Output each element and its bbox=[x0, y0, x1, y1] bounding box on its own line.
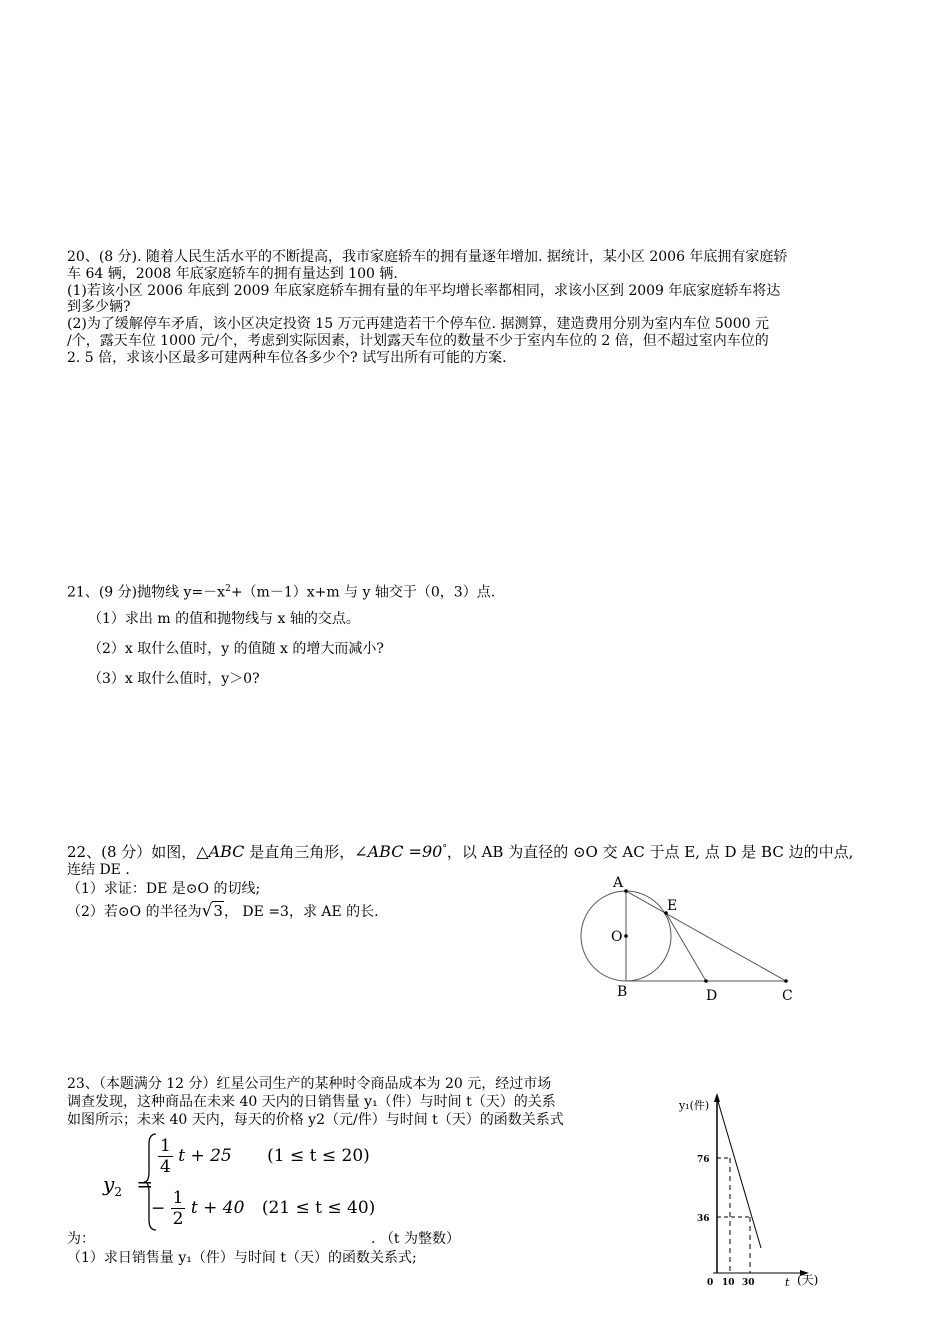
point-a bbox=[624, 889, 628, 893]
q22-sqrt-value: 3 bbox=[213, 902, 223, 920]
q20-line-1: 20、(8 分). 随着人民生活水平的不断提高，我市家庭轿车的拥有量逐年增加. 据统计，某小区 2006 年底拥有家庭轿 bbox=[67, 249, 788, 265]
point-o bbox=[624, 934, 628, 938]
q22-line-1 bbox=[67, 840, 853, 861]
q23-graph bbox=[675, 1090, 835, 1290]
q22-line-1-c: ，以 AB 为直径的 ⊙O 交 AC 于点 E, 点 D 是 BC 边的中点, bbox=[446, 843, 854, 861]
label-d: D bbox=[706, 988, 718, 1004]
q23-line-1: 23、（本题满分 12 分）红星公司生产的某种时令商品成本为 20 元，经过市场 bbox=[67, 1076, 552, 1092]
label-b: B bbox=[617, 984, 628, 1000]
q21-item-3: （3）x 取什么值时，y＞0? bbox=[88, 671, 260, 687]
q23-piece-2-fraction: $\frac{1}{2}$ bbox=[172, 1188, 184, 1229]
q23-piece-1-fraction: $\frac{1}{4}$ bbox=[160, 1136, 171, 1177]
q21-heading bbox=[67, 580, 495, 602]
q20-line-7: 2. 5 倍，求该小区最多可建两种车位各多少个? 试写出所有可能的方案. bbox=[67, 350, 507, 366]
q23-line-2: 调查发现，这种商品在未来 40 天内的日销售量 y₁（件）与时间 t（天）的关系 bbox=[67, 1094, 556, 1110]
label-e: E bbox=[667, 898, 678, 914]
label-o: O bbox=[611, 929, 623, 945]
label-c: C bbox=[782, 988, 793, 1004]
q23-item-1: （1）求日销售量 y₁（件）与时间 t（天）的函数关系式; bbox=[67, 1250, 417, 1266]
q22-triangle: △ABC bbox=[196, 842, 245, 861]
q22-item-1: （1）求证：DE 是⊙O 的切线; bbox=[67, 881, 261, 897]
q22-item-2-b: ， DE =3，求 AE 的长. bbox=[223, 904, 379, 920]
q23-piece-2: − $\frac{1}{2}$ t + 40 (21 ≤ t ≤ 40) bbox=[151, 1188, 376, 1229]
graph-sales-line bbox=[717, 1098, 761, 1248]
q22-line-1-a: 22、(8 分）如图， bbox=[67, 843, 197, 861]
segment-ac bbox=[626, 891, 786, 981]
q21-item-1: （1）求出 m 的值和抛物线与 x 轴的交点。 bbox=[88, 611, 360, 627]
q21-heading-a: 21、(9 分)抛物线 y=－x bbox=[67, 584, 226, 601]
label-a: A bbox=[613, 875, 624, 891]
q21-item-2: （2）x 取什么值时，y 的值随 x 的增大而减小? bbox=[88, 641, 384, 657]
q22-line-1-b: 是直角三角形， bbox=[244, 843, 355, 861]
q21-heading-b: +（m－1）x+m 与 y 轴交于（0，3）点. bbox=[230, 584, 496, 601]
q20-line-4: 到多少辆? bbox=[67, 299, 131, 315]
graph-x-label: t bbox=[785, 1276, 790, 1289]
q20-line-5: (2)为了缓解停车矛盾，该小区决定投资 15 万元再建造若干个停车位. 据测算，建造费用分别为室内车位 5000 元 bbox=[67, 316, 769, 332]
q20-line-6: /个，露天车位 1000 元/个，考虑到实际因素，计划露天车位的数量不少于室内车位的 2 倍，但不超过室内车位的 bbox=[67, 333, 769, 349]
graph-x-unit: (天) bbox=[797, 1273, 819, 1287]
q22-angle: ∠ABC =90 bbox=[354, 842, 443, 861]
q21-exponent: 2 bbox=[225, 584, 231, 594]
graph-y-label: y₁(件) bbox=[679, 1099, 710, 1112]
q20-line-3: (1)若该小区 2006 年底到 2009 年底家庭轿车拥有量的年平均增长率都相同，求该小区到 2009 年底家庭轿车将达 bbox=[67, 283, 781, 299]
q23-formula-lhs: $y_2$ = bbox=[103, 1172, 154, 1199]
graph-tick-10: 10 bbox=[722, 1278, 735, 1288]
point-c bbox=[784, 979, 788, 983]
graph-tick-36: 36 bbox=[697, 1214, 710, 1224]
q22-figure bbox=[570, 868, 820, 1008]
q22-line-2: 连结 DE . bbox=[67, 862, 130, 878]
q22-item-2-a: （2）若⊙O 的半径为 bbox=[67, 904, 202, 920]
q23-tail: . （t 为整数） bbox=[371, 1231, 460, 1247]
q22-degree: ° bbox=[442, 844, 447, 854]
q23-line-3: 如图所示；未来 40 天内，每天的价格 y2（元/件）与时间 t（天）的函数关系式 bbox=[67, 1112, 564, 1128]
segment-de bbox=[666, 913, 706, 981]
graph-tick-0: 0 bbox=[707, 1278, 714, 1288]
q23-for-label: 为： bbox=[67, 1231, 95, 1247]
graph-tick-30: 30 bbox=[742, 1278, 755, 1288]
graph-tick-76: 76 bbox=[697, 1155, 710, 1165]
q20-line-2: 车 64 辆，2008 年底家庭轿车的拥有量达到 100 辆. bbox=[67, 266, 398, 282]
graph-y-arrow bbox=[714, 1093, 720, 1102]
point-d bbox=[704, 979, 708, 983]
q23-piece-1: $\frac{1}{4}$ t + 25 (1 ≤ t ≤ 20) bbox=[160, 1136, 370, 1177]
q22-item-2: （2）若⊙O 的半径为√3， DE =3，求 AE 的长. bbox=[67, 901, 379, 921]
